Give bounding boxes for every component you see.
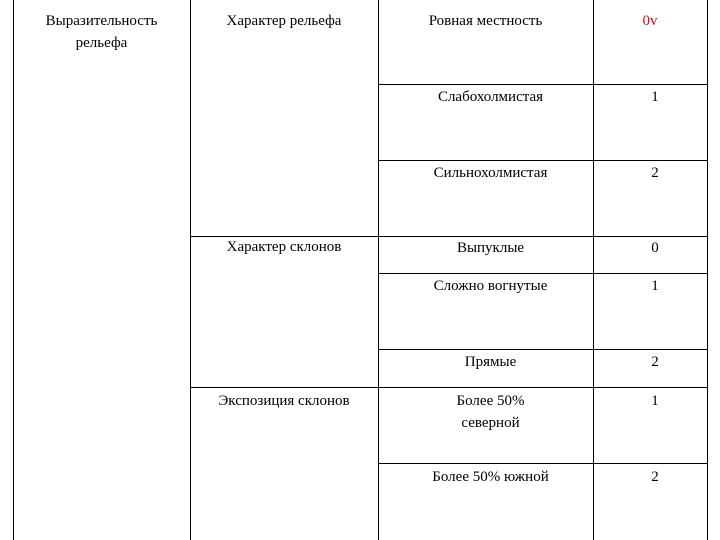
group-label-relief-character: Характер рельефа <box>226 13 342 29</box>
row-divider <box>378 463 708 464</box>
header-line: рельефа <box>75 35 128 51</box>
table-border-right <box>707 0 708 540</box>
row-name: Слабохолмистая <box>437 89 544 105</box>
row-value: 2 <box>651 354 659 370</box>
table-border-left <box>13 0 14 540</box>
header-line: Выразительность <box>45 13 158 29</box>
row-value: 1 <box>651 89 659 105</box>
row-name: Прямые <box>464 354 517 370</box>
row-value: 2 <box>651 469 659 485</box>
row-name-line: северной <box>461 415 520 431</box>
row-divider <box>378 84 708 85</box>
row-divider <box>378 160 708 161</box>
column-divider-3 <box>593 0 594 540</box>
row-name-line: Более 50% <box>456 393 525 409</box>
row-value: 0 <box>651 240 659 256</box>
row-divider <box>378 349 708 350</box>
row-name: Сильнохолмистая <box>433 165 548 181</box>
column-divider-1 <box>190 0 191 540</box>
group-label-slope-exposure: Экспозиция склонов <box>218 393 350 409</box>
row-name: Более 50% южной <box>432 469 549 485</box>
row-name: Выпуклые <box>456 240 525 256</box>
row-name <box>378 390 603 434</box>
row-name: Ровная местность <box>428 13 543 29</box>
row-value: 2 <box>651 165 659 181</box>
row-name: Сложно вогнутые <box>433 278 548 294</box>
row-value: 1 <box>651 278 659 294</box>
column-header-expressiveness <box>13 10 190 54</box>
group-divider <box>190 387 708 388</box>
row-divider <box>378 273 708 274</box>
column-divider-2 <box>378 0 379 540</box>
row-value: 1 <box>651 393 659 409</box>
row-value: 0v <box>642 13 658 29</box>
group-label-slope-character: Характер склонов <box>226 239 342 255</box>
